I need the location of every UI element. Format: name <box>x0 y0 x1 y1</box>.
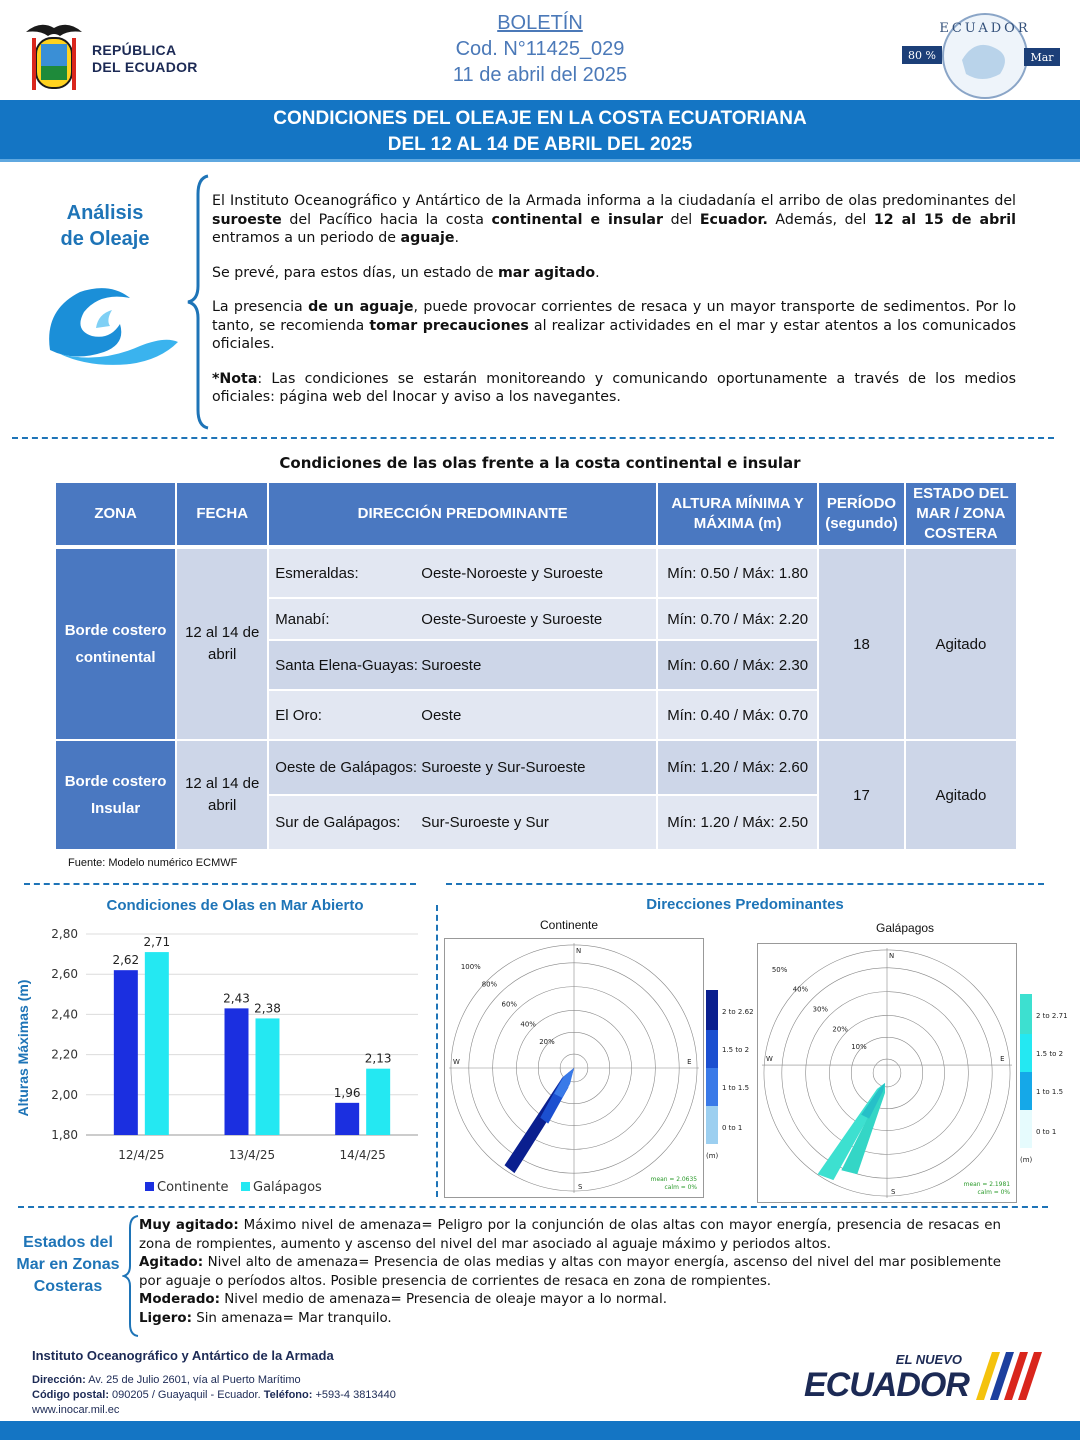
header-estado: ESTADO DEL MAR / ZONA COSTERA <box>906 483 1016 545</box>
header-fecha: FECHA <box>177 483 267 545</box>
section-divider <box>24 883 416 885</box>
data-label: 2,43 <box>223 991 250 1006</box>
legend-bin: 1 to 1.5 <box>722 1084 750 1092</box>
legend-bin: 1 to 1.5 <box>1036 1088 1064 1096</box>
table-title: Condiciones de las olas frente a la costa continental e insular <box>279 454 801 472</box>
banner-line1: CONDICIONES DEL OLEAJE EN LA COSTA ECUATORIANA <box>273 108 807 129</box>
rose-petal <box>554 1068 574 1098</box>
header-periodo: PERÍODO (segundo) <box>819 483 903 545</box>
data-label: 1,96 <box>333 1085 361 1100</box>
ring-label: 100% <box>460 962 481 971</box>
republic-line1: REPÚBLICA <box>92 42 177 58</box>
states-text <box>139 1217 1001 1329</box>
banner-line2: DEL 12 AL 14 DE ABRIL DEL 2025 <box>387 134 693 155</box>
badge-ecuador-text: ECUADOR <box>939 21 1031 36</box>
legend-swatch-continente <box>145 1182 154 1191</box>
ecuador-mar-badge-logo <box>900 8 1070 100</box>
republic-line2: DEL ECUADOR <box>92 59 198 75</box>
y-tick-label: 1,80 <box>51 1128 78 1142</box>
ring-label: 40% <box>520 1020 536 1029</box>
table-row <box>56 549 1016 597</box>
direction-cell: Esmeraldas: Oeste-Noroeste y Suroeste <box>269 549 656 597</box>
bulletin-header <box>330 10 750 88</box>
date-cell: 12 al 14 de abril <box>177 549 267 739</box>
legend-bin: 2 to 2.62 <box>722 1008 754 1016</box>
zone-cell: Borde costero Insular <box>56 741 175 849</box>
y-tick-label: 2,20 <box>51 1047 78 1062</box>
ring-label: 10% <box>851 1043 867 1052</box>
brand-main-text: ECUADOR <box>804 1366 969 1404</box>
y-axis-label: Alturas Máximas (m) <box>15 979 31 1117</box>
analysis-paragraph-2: Se prevé, para estos días, un estado de mar agitado. <box>212 264 600 281</box>
ring-label: 60% <box>501 1000 517 1009</box>
bar-galpagos-1 <box>256 1018 280 1135</box>
state-item-ligero: Ligero: Sin amenaza= Mar tranquilo. <box>139 1310 392 1326</box>
x-tick-label: 13/4/25 <box>228 1148 276 1162</box>
legend-unit: (m) <box>706 1152 719 1160</box>
brace-divider <box>186 174 212 430</box>
rose-mean: mean = 2.1981 <box>963 1181 1011 1189</box>
legend-label-continente: Continente <box>157 1180 229 1195</box>
compass-e: E <box>1000 1055 1005 1064</box>
footer-address: Dirección: Av. 25 de Julio 2601, vía al Puerto Marítimo <box>32 1374 301 1386</box>
legend-label-galapagos: Galápagos <box>253 1180 322 1195</box>
y-tick-label: 2,40 <box>51 1007 78 1022</box>
table-header-row <box>56 483 1016 545</box>
state-cell: Agitado <box>906 549 1016 739</box>
brand-top-text: EL NUEVO <box>895 1352 962 1367</box>
bar-chart-title: Condiciones de Olas en Mar Abierto <box>106 897 364 914</box>
ring-label: 20% <box>539 1038 555 1047</box>
footer-institution: Instituto Oceanográfico y Antártico de la Armada <box>32 1348 334 1363</box>
direction-cell: Santa Elena-Guayas: Suroeste <box>269 641 656 689</box>
bulletin-date: 11 de abril del 2025 <box>452 64 628 86</box>
height-cell: Mín: 1.20 / Máx: 2.50 <box>658 796 817 849</box>
compass-w: W <box>765 1055 773 1064</box>
height-cell: Mín: 1.20 / Máx: 2.60 <box>658 741 817 794</box>
header-zona: ZONA <box>56 483 175 545</box>
ring-label: 20% <box>832 1025 848 1034</box>
state-item-moderado: Moderado: Nivel medio de amenaza= Presencia de oleaje mayor a lo normal. <box>139 1292 667 1308</box>
badge-mar-text: Mar <box>1030 51 1054 64</box>
direction-cell: Oeste de Galápagos: Suroeste y Sur-Suroeste <box>269 741 656 794</box>
rose-galapagos-title: Galápagos <box>876 921 935 935</box>
wave-rose-galapagos <box>757 943 1017 1203</box>
bar-continente-2 <box>335 1103 359 1135</box>
y-tick-label: 2,00 <box>51 1087 78 1102</box>
section-divider <box>446 883 1044 885</box>
zone-cell: Borde costero continental <box>56 549 175 739</box>
state-cell: Agitado <box>906 741 1016 849</box>
states-title: Estados del Mar en Zonas Costeras <box>16 1234 120 1295</box>
legend-bin: 1.5 to 2 <box>1036 1050 1064 1058</box>
bar-galpagos-2 <box>366 1069 390 1135</box>
bottom-bar <box>0 1421 1080 1440</box>
height-cell: Mín: 0.40 / Máx: 0.70 <box>658 691 817 739</box>
y-tick-label: 2,80 <box>51 927 78 941</box>
bulletin-code: Cod. N°11425_029 <box>455 38 625 60</box>
bar-continente-1 <box>225 1008 249 1135</box>
compass-n: N <box>888 951 895 960</box>
period-cell: 18 <box>819 549 903 739</box>
x-tick-label: 12/4/25 <box>118 1148 165 1162</box>
analysis-title <box>30 200 180 252</box>
republic-wordmark <box>92 42 198 76</box>
section-divider <box>12 437 1054 439</box>
compass-s: S <box>577 1183 583 1192</box>
rose-galapagos-legend <box>1018 994 1076 1169</box>
ring-label: 80% <box>481 980 498 989</box>
analysis-paragraph-3: La presencia de un aguaje, puede provocar corrientes de resaca y un mayor transporte de sedimentos. Por lo tanto, se recomienda tomar precauciones al realizar actividades en el mar y estar atentos a los comunicados oficiales. <box>212 299 1016 352</box>
legend-bin: 2 to 2.71 <box>1036 1012 1068 1020</box>
directions-title: Direcciones Predominantes <box>646 896 844 913</box>
rose-continente-title: Continente <box>540 918 599 932</box>
conditions-table <box>54 481 1018 851</box>
compass-w: W <box>452 1058 460 1067</box>
analysis-paragraph-1: El Instituto Oceanográfico y Antártico de la Armada informa a la ciudadanía el arribo de olas predominantes del suroeste del Pacífico hacia la costa continental e insular del Ecuador. Además, del 12 al 15 de abril entramos a un periodo de aguaje. <box>212 193 1016 246</box>
height-cell: Mín: 0.70 / Máx: 2.20 <box>658 599 817 639</box>
direction-cell: Manabí: Oeste-Suroeste y Suroeste <box>269 599 656 639</box>
rose-continente-legend <box>704 990 762 1165</box>
rose-mean: mean = 2.0635 <box>650 1176 698 1184</box>
state-item-agitado: Agitado: Nivel alto de amenaza= Presencia de olas medias y altas con mayor energía, ascenso del nivel del mar posiblemente por aguaje o períodos altos. Posible presencia de corrientes de resaca en zona de rompientes. <box>139 1255 1001 1289</box>
footer-contact <box>32 1348 396 1418</box>
header-direccion: DIRECCIÓN PREDOMINANTE <box>269 483 656 545</box>
title-banner <box>0 100 1080 162</box>
wave-rose-continente <box>444 938 704 1198</box>
badge-pct-text: 80 % <box>908 49 936 62</box>
y-tick-label: 2,60 <box>51 967 78 982</box>
legend-bin: 1.5 to 2 <box>722 1046 750 1054</box>
direction-cell: Sur de Galápagos: Sur-Suroeste y Sur <box>269 796 656 849</box>
wave-icon <box>40 280 180 365</box>
compass-e: E <box>687 1058 692 1067</box>
legend-bin: 0 to 1 <box>722 1124 743 1132</box>
direction-cell: El Oro: Oeste <box>269 691 656 739</box>
data-label: 2,38 <box>254 1001 281 1016</box>
x-tick-label: 14/4/25 <box>339 1148 386 1162</box>
ring-label: 30% <box>812 1005 828 1014</box>
ring-label: 50% <box>771 965 788 974</box>
legend-bin: 0 to 1 <box>1036 1128 1057 1136</box>
compass-s: S <box>890 1188 896 1197</box>
data-label: 2,62 <box>112 953 140 968</box>
footer-postal: Código postal: 090205 / Guayaquil - Ecuador. Teléfono: +593-4 3813440 <box>32 1389 396 1401</box>
bar-galpagos-0 <box>145 952 169 1135</box>
legend-swatch-galapagos <box>241 1182 250 1191</box>
footer-website[interactable]: www.inocar.mil.ec <box>32 1404 120 1416</box>
x-axis-ticks <box>118 1148 386 1162</box>
analysis-title-line2: de Oleaje <box>60 228 150 250</box>
brace-divider <box>122 1214 140 1338</box>
ring-label: 40% <box>792 985 809 994</box>
compass-n: N <box>575 946 582 955</box>
analysis-title-line1: Análisis <box>66 202 144 224</box>
header-altura: ALTURA MÍNIMA Y MÁXIMA (m) <box>658 483 817 545</box>
chart-bars <box>114 952 390 1135</box>
analysis-note: *Nota: Las condiciones se estarán monitoreando y comunicando oportunamente a través de los medios oficiales: página web del Inocar y aviso a los navegantes. <box>212 370 1016 405</box>
y-axis-ticks <box>51 927 78 1142</box>
table-source: Fuente: Modelo numérico ECMWF <box>68 857 238 869</box>
section-divider-vertical <box>436 905 438 1197</box>
chart-legend <box>145 1180 322 1195</box>
bulletin-label: BOLETÍN <box>497 12 583 34</box>
table-row <box>56 741 1016 794</box>
rose-calm: calm = 0% <box>977 1189 1011 1197</box>
bar-continente-0 <box>114 970 138 1135</box>
analysis-text <box>212 192 1016 423</box>
height-cell: Mín: 0.50 / Máx: 1.80 <box>658 549 817 597</box>
rose-calm: calm = 0% <box>664 1184 698 1192</box>
date-cell: 12 al 14 de abril <box>177 741 267 849</box>
state-item-muy-agitado: Muy agitado: Máximo nivel de amenaza= Peligro por la conjunción de olas altas con mayor energía, presencia de resacas en zona de rompientes, aumento y ascenso del nivel del mar asociado al aguaje máximo y periodos altos. <box>139 1218 1001 1252</box>
height-cell: Mín: 0.60 / Máx: 2.30 <box>658 641 817 689</box>
bar-chart <box>8 920 428 1200</box>
el-nuevo-ecuador-logo <box>800 1348 1050 1408</box>
section-divider <box>18 1206 1048 1208</box>
data-label: 2,71 <box>143 935 171 950</box>
legend-unit: (m) <box>1020 1156 1033 1164</box>
data-label: 2,13 <box>364 1051 392 1066</box>
period-cell: 17 <box>819 741 903 849</box>
